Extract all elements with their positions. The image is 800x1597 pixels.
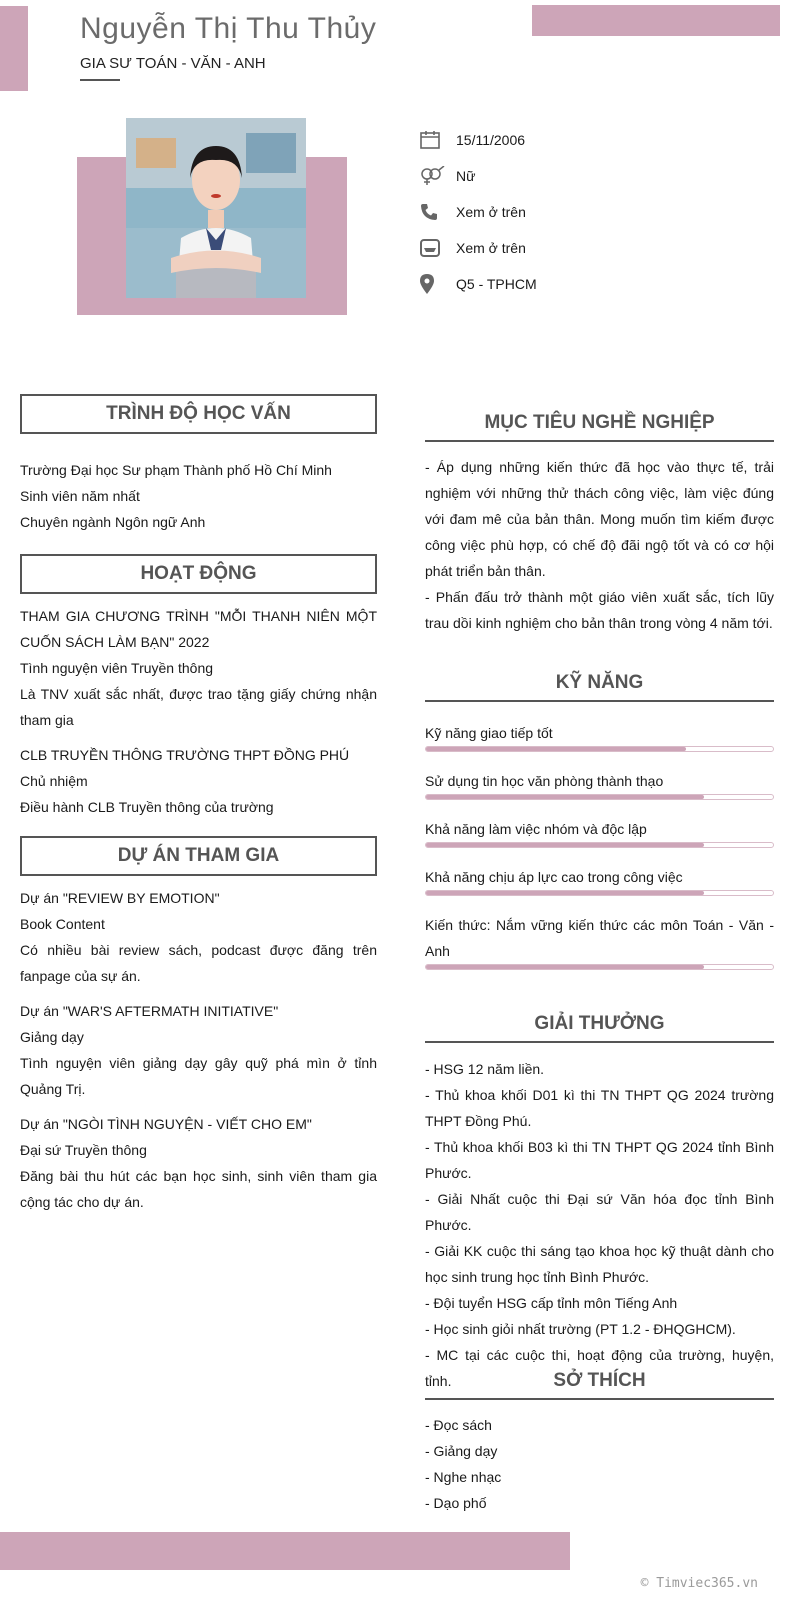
deco-left-block — [0, 6, 28, 91]
profile-photo — [126, 118, 306, 298]
award-line: - Thủ khoa khối B03 kì thi TN THPT QG 2024 tỉnh Bình Phước. — [425, 1139, 774, 1181]
hobby-line: - Dạo phố — [425, 1495, 487, 1511]
award-line: - Đội tuyển HSG cấp tỉnh môn Tiếng Anh — [425, 1295, 678, 1311]
title-underline — [80, 79, 120, 81]
objective-line: - Phấn đấu trở thành một giáo viên xuất sắc, tích lũy trau dồi kinh nghiệm cho bản thân trong vòng 4 năm tới. — [425, 589, 774, 631]
project-role: Đại sứ Truyền thông — [20, 1142, 147, 1158]
activity-name: THAM GIA CHƯƠNG TRÌNH "MỖI THANH NIÊN MỘT CUỐN SÁCH LÀM BẠN" 2022 — [20, 608, 377, 650]
project-role: Giảng dạy — [20, 1029, 84, 1045]
education-line: Sinh viên năm nhất — [20, 488, 140, 504]
skill-bar — [425, 964, 774, 970]
info-birthdate — [420, 126, 525, 154]
project-desc: Có nhiều bài review sách, podcast được đăng trên fanpage của sự án. — [20, 942, 377, 984]
activity-desc: Điều hành CLB Truyền thông của trường — [20, 799, 274, 815]
skill-bar — [425, 890, 774, 896]
projects-content — [20, 885, 377, 1215]
skill-label: Sử dụng tin học văn phòng thành thạo — [425, 773, 664, 789]
activity-name: CLB TRUYỀN THÔNG TRƯỜNG THPT ĐỒNG PHÚ — [20, 747, 350, 763]
info-phone — [420, 198, 526, 226]
skill-label: Khả năng chịu áp lực cao trong công việc — [425, 869, 683, 885]
candidate-role: GIA SƯ TOÁN - VĂN - ANH — [80, 55, 266, 72]
info-value: 15/11/2006 — [456, 132, 526, 148]
award-line: - Học sinh giỏi nhất trường (PT 1.2 - ĐHQGHCM). — [425, 1321, 736, 1337]
projects-heading: DỰ ÁN THAM GIA — [20, 836, 377, 876]
project-name: Dự án "REVIEW BY EMOTION" — [20, 890, 220, 906]
project-name: Dự án "WAR'S AFTERMATH INITIATIVE" — [20, 1003, 279, 1019]
education-heading: TRÌNH ĐỘ HỌC VẤN — [20, 394, 377, 434]
activity-role: Tình nguyện viên Truyền thông — [20, 660, 214, 676]
info-location — [420, 270, 537, 298]
skill-bar-fill — [426, 747, 686, 751]
education-content — [20, 457, 377, 535]
skill-label: Kỹ năng giao tiếp tốt — [425, 725, 553, 741]
hobbies-content — [425, 1412, 774, 1516]
skill-bar — [425, 794, 774, 800]
awards-heading: GIẢI THƯỞNG — [425, 1013, 774, 1043]
calendar-icon — [420, 130, 456, 150]
watermark: © Timviec365.vn — [640, 1576, 758, 1591]
gender-icon — [420, 166, 456, 186]
skills-heading: KỸ NĂNG — [425, 672, 774, 702]
project-role: Book Content — [20, 916, 105, 932]
skill-bar — [425, 746, 774, 752]
info-email — [420, 234, 526, 262]
objective-heading: MỤC TIÊU NGHỀ NGHIỆP — [425, 412, 774, 442]
objective-line: - Áp dụng những kiến thức đã học vào thực tế, trải nghiệm với những thử thách công việc, làm việc đúng với đam mê của bản thân. Mong muốn tìm kiếm được công việc phù hợp, có chế độ đãi ngộ tốt và có cơ hội phát triển bản thân. — [425, 459, 774, 579]
skill-bar-fill — [426, 843, 704, 847]
skill-bar — [425, 842, 774, 848]
hobby-line: - Giảng dạy — [425, 1443, 498, 1459]
project-desc: Đăng bài thu hút các bạn học sinh, sinh viên tham gia cộng tác cho dự án. — [20, 1168, 377, 1210]
hobbies-heading: SỞ THÍCH — [425, 1370, 774, 1400]
award-line: - Giải KK cuộc thi sáng tạo khoa học kỹ thuật dành cho học sinh trung học tỉnh Bình Phước. — [425, 1243, 774, 1285]
info-value: Xem ở trên — [456, 204, 526, 220]
objective-content — [425, 454, 774, 636]
email-icon — [420, 239, 456, 257]
candidate-name: Nguyễn Thị Thu Thủy — [80, 12, 377, 45]
project-desc: Tình nguyện viên giảng dạy gây quỹ phá mìn ở tỉnh Quảng Trị. — [20, 1055, 377, 1097]
education-line: Chuyên ngành Ngôn ngữ Anh — [20, 514, 206, 530]
skill-bar-fill — [426, 891, 704, 895]
location-icon — [420, 274, 456, 294]
activity-desc: Là TNV xuất sắc nhất, được trao tặng giấy chứng nhận tham gia — [20, 686, 377, 728]
skill-bar-fill — [426, 965, 704, 969]
award-line: - MC tại các cuộc thi, hoạt động của trường, huyện, tỉnh. — [425, 1347, 774, 1389]
hobby-line: - Đọc sách — [425, 1417, 492, 1433]
deco-top-right-block — [532, 5, 780, 36]
deco-bottom-block — [0, 1532, 570, 1570]
info-value: Xem ở trên — [456, 240, 526, 256]
phone-icon — [420, 203, 456, 221]
skill-label: Khả năng làm việc nhóm và độc lập — [425, 821, 647, 837]
activities-heading: HOẠT ĐỘNG — [20, 554, 377, 594]
activities-content — [20, 603, 377, 820]
info-value: Q5 - TPHCM — [456, 276, 537, 292]
education-line: Trường Đại học Sư phạm Thành phố Hồ Chí Minh — [20, 462, 332, 478]
skill-bar-fill — [426, 795, 704, 799]
hobby-line: - Nghe nhạc — [425, 1469, 502, 1485]
info-gender — [420, 162, 475, 190]
skill-label: Kiến thức: Nắm vững kiến thức các môn Toán - Văn - Anh — [425, 917, 774, 959]
activity-role: Chủ nhiệm — [20, 773, 88, 789]
project-name: Dự án "NGÒI TÌNH NGUYỆN - VIẾT CHO EM" — [20, 1116, 312, 1132]
award-line: - Giải Nhất cuộc thi Đại sứ Văn hóa đọc tỉnh Bình Phước. — [425, 1191, 774, 1233]
info-value: Nữ — [456, 168, 476, 184]
award-line: - Thủ khoa khối D01 kì thi TN THPT QG 2024 trường THPT Đồng Phú. — [425, 1087, 774, 1129]
awards-content — [425, 1056, 774, 1394]
award-line: - HSG 12 năm liền. — [425, 1061, 545, 1077]
